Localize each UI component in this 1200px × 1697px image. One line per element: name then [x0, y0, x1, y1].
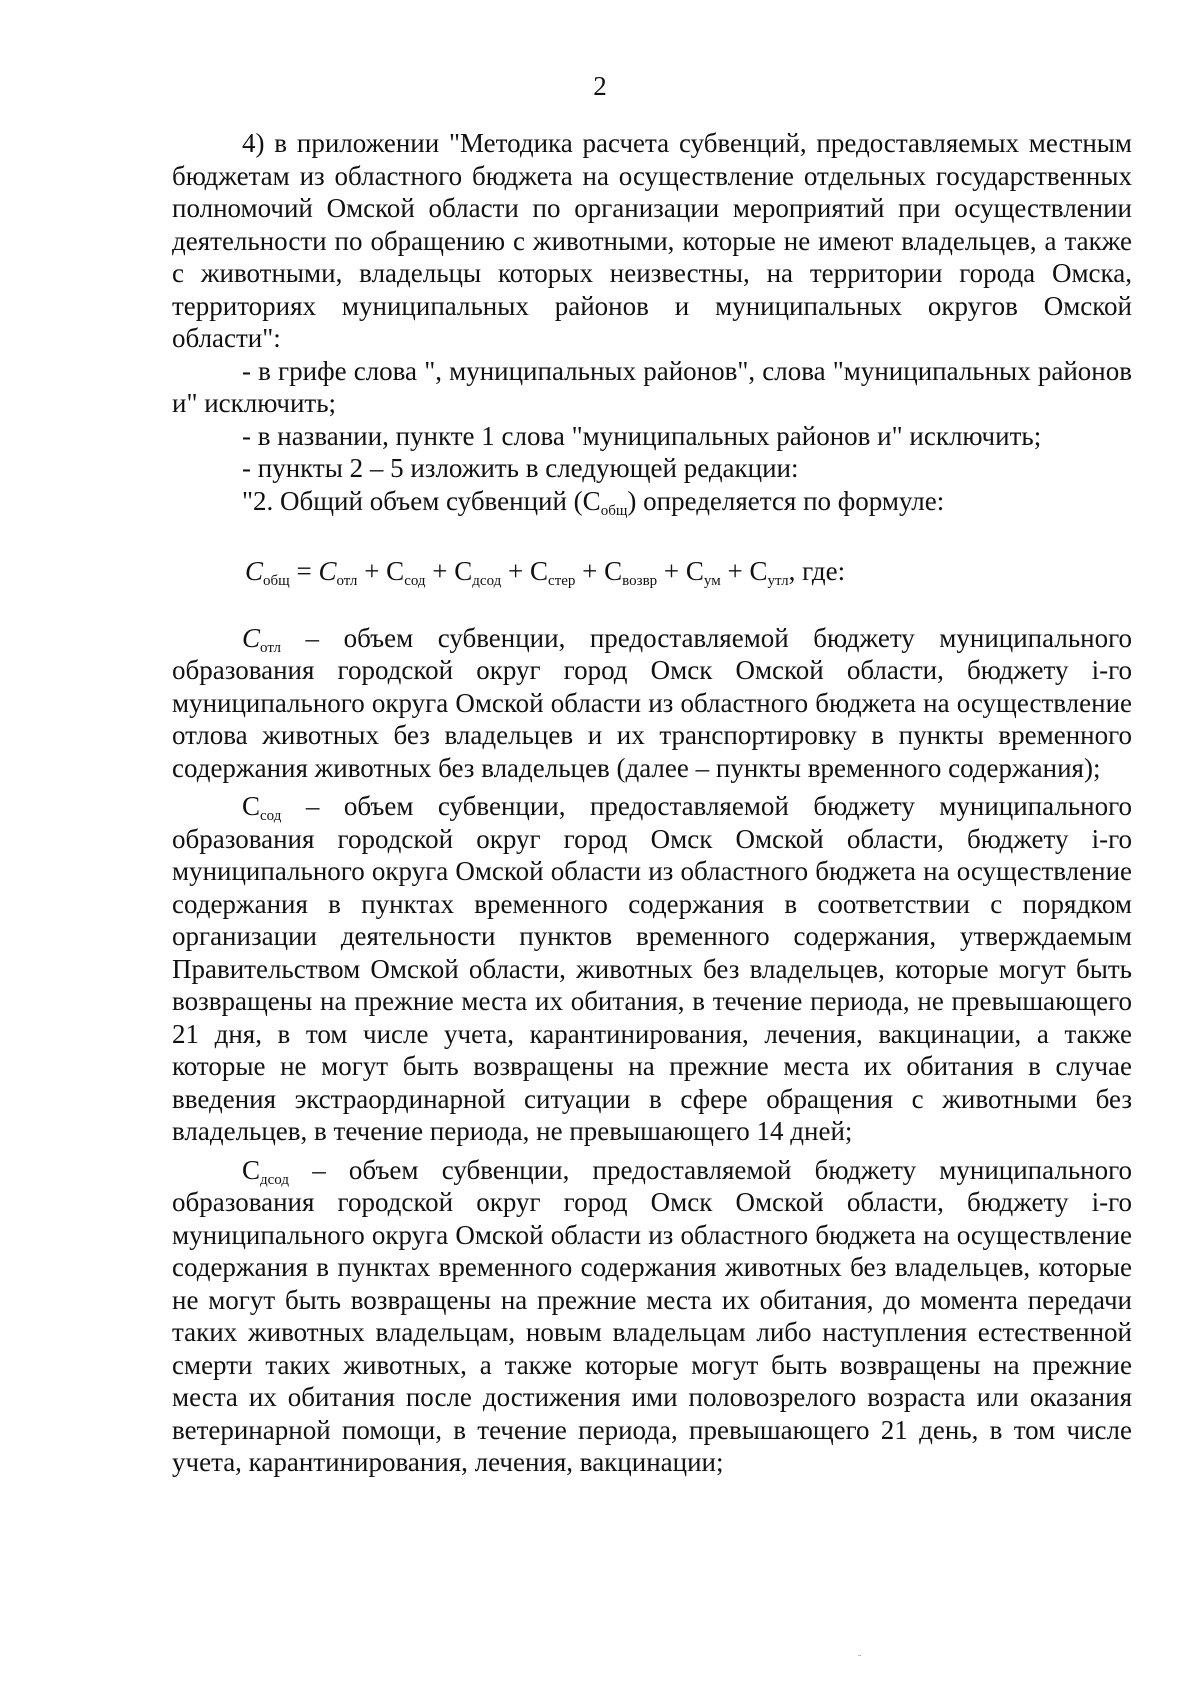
definition-c-sod: [172, 790, 1132, 1148]
definition-subscript: дсод: [260, 1171, 290, 1188]
point-2-text-after: ) определяется по формуле:: [627, 485, 945, 516]
formula-term-subscript: отл: [336, 573, 358, 589]
formula-plus: +: [357, 556, 387, 586]
formula-equals: =: [289, 556, 319, 586]
amendment-item: - в грифе слова ", муниципальных районов", слова "муниципальных районов и" исключить;: [172, 355, 1132, 418]
point-2-subscript: общ: [600, 502, 628, 519]
formula-plus: +: [501, 556, 531, 586]
definition-text: – объем субвенции, предоставляемой бюджету муниципального образования городской округ город Омск Омской области, бюджету i-го муниципального округа Омской области из областного бюджета на осуществление отлова животных без владельцев и их транспортировку в пункты временного содержания животных без владельцев (далее – пункты временного содержания);: [172, 622, 1132, 783]
scan-speck: [858, 1655, 861, 1656]
formula: [172, 555, 1132, 588]
formula-term-subscript: возвр: [622, 573, 658, 589]
formula-term-symbol: С: [604, 556, 623, 586]
amendment-item: - пункты 2 – 5 изложить в следующей редакции:: [242, 453, 799, 483]
formula-plus: +: [657, 556, 686, 586]
formula-lhs-subscript: общ: [263, 573, 290, 589]
formula-term-subscript: дсод: [472, 573, 502, 589]
point-2-paragraph: [172, 485, 1132, 518]
definition-subscript: отл: [260, 639, 281, 656]
page-number: 2: [593, 71, 607, 101]
definition-symbol: С: [242, 622, 261, 653]
formula-term-symbol: С: [386, 556, 405, 586]
formula-tail: , где:: [788, 556, 846, 586]
formula-plus: +: [425, 556, 455, 586]
definition-c-dsod: [172, 1154, 1132, 1479]
definition-text: – объем субвенции, предоставляемой бюджету муниципального образования городской округ город Омск Омской области, бюджету i-го муниципального округа Омской области из областного бюджета на осуществление содержания в пунктах временного содержания животных без владельцев, которые не могут быть возвращены на прежние места их обитания, до момента передачи таких животных владельцам, новым владельцам либо наступления естественной смерти таких животных, а также которые могут быть возвращены на прежние места их обитания после достижения ими половозрелого возраста или оказания ветеринарной помощи, в течение периода, превышающего 21 день, в том числе учета, карантинирования, лечения, вакцинации;: [172, 1154, 1132, 1477]
formula-term-symbol: С: [749, 556, 768, 586]
formula-term-symbol: С: [685, 556, 704, 586]
point-2-text-before: "2. Общий объем субвенций (С: [242, 485, 601, 516]
formula-plus: +: [575, 556, 605, 586]
formula-term-subscript: ум: [703, 573, 721, 589]
definition-subscript: сод: [260, 808, 282, 824]
definition-symbol: С: [242, 791, 261, 821]
formula-term-symbol: С: [454, 556, 473, 586]
definition-c-otl: [172, 622, 1132, 785]
formula-term-subscript: сод: [404, 573, 426, 589]
formula-lhs-symbol: С: [245, 556, 264, 586]
definition-text: – объем субвенции, предоставляемой бюджету муниципального образования городской округ город Омск Омской области, бюджету i-го муниципального округа Омской области из областного бюджета на осуществление содержания в пунктах временного содержания в соответствии с порядком организации деятельности пунктов временного содержания, утверждаемым Правительством Омской области, животных без владельцев, которые могут быть возвращены на прежние места их обитания, в течение периода, не превышающего 21 дня, в том числе учета, карантинирования, лечения, вакцинации, а также которые не могут быть возвращены на прежние места их обитания в случае введения экстраординарной ситуации в сфере обращения с животными без владельцев, в течение периода, не превышающего 14 дней;: [172, 791, 1132, 1146]
definition-symbol: С: [242, 1154, 261, 1185]
formula-term-subscript: стер: [548, 573, 576, 589]
formula-term-symbol: С: [530, 556, 549, 586]
formula-plus: +: [720, 556, 750, 586]
amendment-item: - в названии, пункте 1 слова "муниципальных районов и" исключить;: [242, 420, 1042, 451]
formula-term-symbol: С: [318, 556, 337, 586]
document-body: [172, 127, 1132, 1479]
formula-term-subscript: утл: [767, 573, 789, 589]
intro-paragraph: 4) в приложении "Методика расчета субвенций, предоставляемых местным бюджетам из областного бюджета на осуществление отдельных государственных полномочий Омской области по организации мероприятий при осуществлении деятельности по обращению с животными, которые не имеют владельцев, а также с животными, владельцы которых неизвестны, на территории города Омска, территориях муниципальных районов и муниципальных округов Омской области":: [172, 128, 1132, 353]
